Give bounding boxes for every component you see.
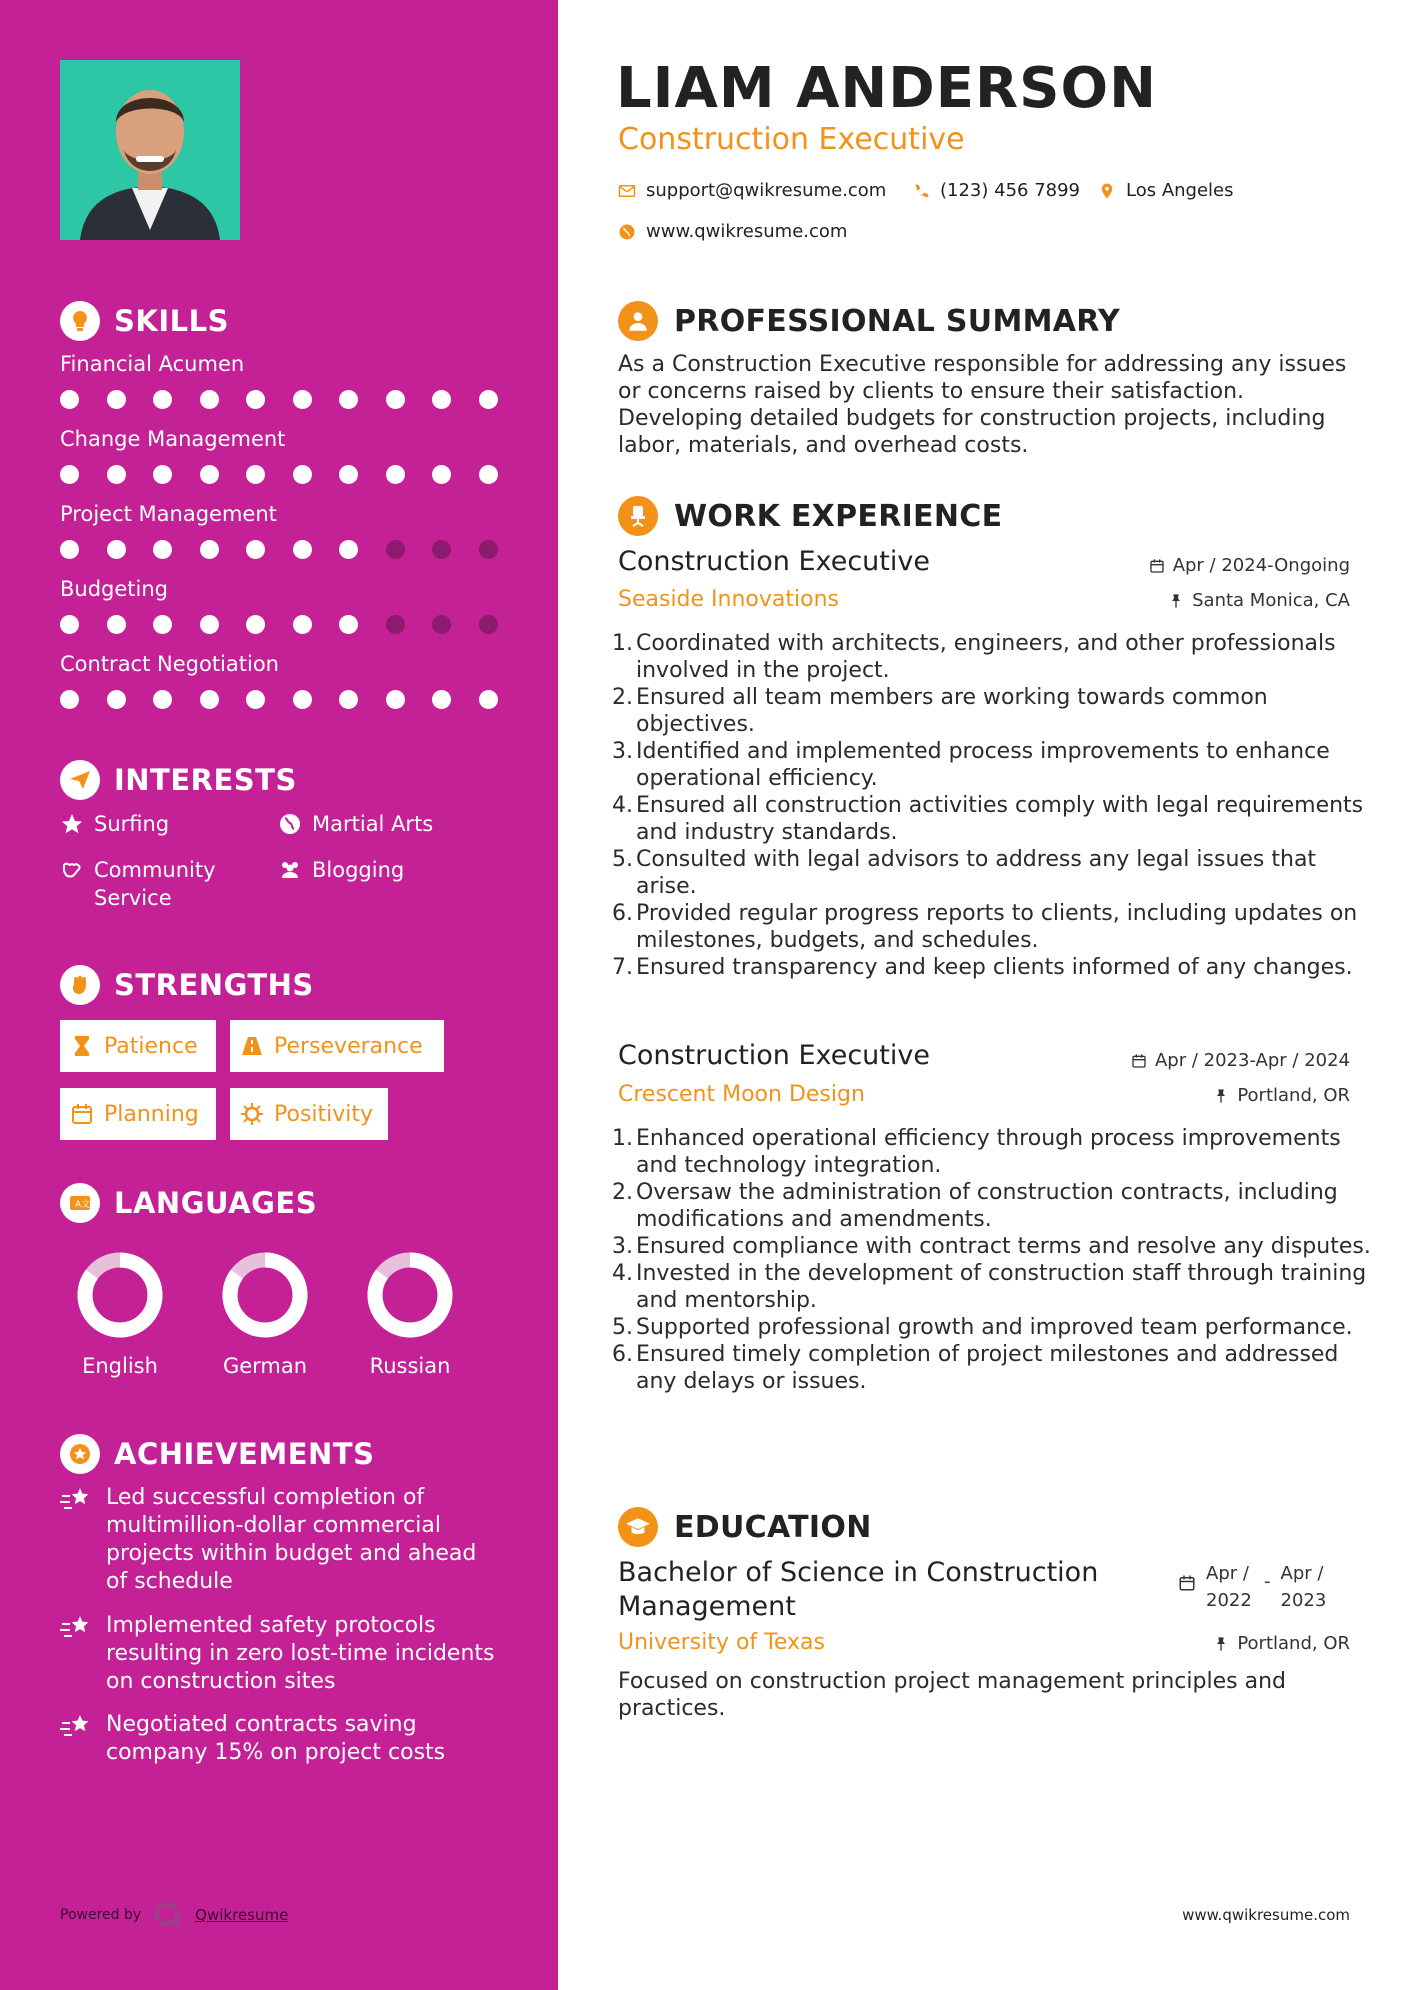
- summary-title: PROFESSIONAL SUMMARY: [674, 303, 1121, 339]
- user-icon: [618, 301, 658, 341]
- education-date-end: Apr / 2023: [1280, 1563, 1327, 1611]
- education-title: EDUCATION: [674, 1509, 872, 1545]
- strength-chip: [230, 1088, 388, 1140]
- summary-heading: [618, 301, 1120, 341]
- skills-title: SKILLS: [114, 304, 229, 338]
- skill-dot: [60, 390, 79, 409]
- skill-dot: [153, 390, 172, 409]
- strength-label: Perseverance: [274, 1033, 423, 1059]
- candidate-name: LIAM ANDERSON: [616, 56, 1157, 121]
- achievements-heading: [60, 1434, 374, 1474]
- language-item: [70, 1250, 170, 1378]
- strength-label: Patience: [104, 1033, 198, 1059]
- skill-dot: [339, 690, 358, 709]
- skill-dot: [246, 540, 265, 559]
- skill-dot: [432, 615, 451, 634]
- duty-item: Provided regular progress reports to clients, including updates on milestones, budgets, and schedules.: [636, 901, 1358, 953]
- duty-item: Ensured all construction activities comply with legal requirements and industry standards.: [636, 793, 1364, 845]
- interests-heading: [60, 760, 297, 800]
- paper-plane-icon: [60, 760, 100, 800]
- language-label: German: [222, 1354, 308, 1378]
- calendar-icon: [1149, 558, 1165, 574]
- language-gauge: [365, 1250, 455, 1340]
- skill-dot: [107, 690, 126, 709]
- main-column: [558, 0, 1407, 1990]
- globe-icon: [278, 812, 302, 836]
- strength-label: Planning: [104, 1101, 199, 1127]
- skill-dot: [293, 390, 312, 409]
- road-icon: [240, 1034, 264, 1058]
- achievements-title: ACHIEVEMENTS: [114, 1437, 375, 1471]
- skill-dot: [386, 390, 405, 409]
- strength-chip: [60, 1088, 216, 1140]
- shooting-star-icon: [60, 1713, 92, 1741]
- skills-heading: [60, 301, 229, 341]
- skill-dot: [153, 540, 172, 559]
- skill-dot: [153, 690, 172, 709]
- skill-dot: [246, 615, 265, 634]
- education-date-sep: -: [1264, 1571, 1271, 1592]
- job-dates-text: Apr / 2023-Apr / 2024: [1154, 1050, 1350, 1071]
- graduation-cap-icon: [618, 1507, 658, 1547]
- skill-dot: [60, 615, 79, 634]
- skill-dot: [60, 690, 79, 709]
- strengths-title: STRENGTHS: [114, 968, 314, 1002]
- achievement-item: [60, 1612, 500, 1696]
- globe-icon: [618, 223, 636, 241]
- skill-name: Project Management: [60, 502, 277, 526]
- job-location: [1213, 1085, 1350, 1106]
- contact-phone[interactable]: [912, 180, 1080, 201]
- summary-text: As a Construction Executive responsible for addressing any issues or concerns raised by clients to ensure their satisfaction. Developing detailed budgets for construction projects, including labor, materials, and overhead costs.: [618, 352, 1347, 458]
- skill-dot: [479, 540, 498, 559]
- duty-item: Consulted with legal advisors to address any legal issues that arise.: [636, 847, 1317, 899]
- skill-dot: [153, 615, 172, 634]
- duty-item: Enhanced operational efficiency through process improvements and technology integration.: [636, 1126, 1341, 1178]
- job-title: Construction Executive: [618, 1040, 930, 1071]
- skill-dot: [386, 540, 405, 559]
- skill-dot: [339, 390, 358, 409]
- envelope-icon: [618, 182, 636, 200]
- sidebar: [0, 0, 558, 1990]
- skill-dot: [107, 390, 126, 409]
- strengths-heading: [60, 965, 314, 1005]
- language-icon: [60, 1183, 100, 1223]
- profile-photo: [60, 60, 240, 240]
- skill-dot: [200, 390, 219, 409]
- location-text: Los Angeles: [1126, 180, 1234, 201]
- achievement-item: [60, 1711, 500, 1767]
- skill-rating: [60, 615, 525, 634]
- phone-icon: [912, 182, 930, 200]
- interest-item: [278, 856, 518, 884]
- skill-dot: [432, 690, 451, 709]
- languages-title: LANGUAGES: [114, 1186, 318, 1220]
- degree-title: Bachelor of Science in Construction Management: [618, 1557, 1099, 1622]
- education-location-text: Portland, OR: [1237, 1633, 1350, 1654]
- website-text: www.qwikresume.com: [646, 221, 848, 242]
- skill-rating: [60, 390, 525, 409]
- duty-item: Ensured timely completion of project milestones and addressed any delays or issues.: [636, 1342, 1339, 1394]
- office-chair-icon: [618, 496, 658, 536]
- language-item: [215, 1250, 315, 1378]
- duty-item: Ensured transparency and keep clients informed of any changes.: [636, 955, 1353, 980]
- fist-icon: [60, 965, 100, 1005]
- powered-by-link[interactable]: Qwikresume: [195, 1906, 289, 1924]
- education-heading: [618, 1507, 872, 1547]
- duty-item: Invested in the development of construction staff through training and mentorship.: [636, 1261, 1367, 1313]
- languages-heading: [60, 1183, 317, 1223]
- powered-by: [60, 1900, 288, 1930]
- skill-name: Contract Negotiation: [60, 652, 279, 676]
- education-location: [1213, 1633, 1350, 1654]
- skill-dot: [479, 615, 498, 634]
- interest-item: [60, 856, 260, 912]
- skill-dot: [479, 465, 498, 484]
- skill-dot: [293, 540, 312, 559]
- strength-label: Positivity: [274, 1101, 374, 1127]
- interest-item: [278, 810, 518, 838]
- shooting-star-icon: [60, 1614, 92, 1642]
- job-dates: [1131, 1050, 1350, 1071]
- achievement-text: Implemented safety protocols resulting in zero lost-time incidents on construction sites: [106, 1613, 495, 1694]
- skill-dot: [200, 615, 219, 634]
- users-icon: [278, 858, 302, 882]
- interest-label: Martial Arts: [312, 812, 434, 836]
- qwikresume-logo-icon: [153, 1900, 183, 1930]
- duty-item: Identified and implemented process improvements to enhance operational efficiency.: [636, 739, 1330, 791]
- skill-dot: [293, 615, 312, 634]
- job-dates-text: Apr / 2024-Ongoing: [1172, 555, 1350, 576]
- duty-item: Supported professional growth and improved team performance.: [636, 1315, 1353, 1340]
- achievement-item: [60, 1484, 500, 1596]
- experience-heading: [618, 496, 1002, 536]
- job-company: Seaside Innovations: [618, 587, 839, 612]
- skill-dot: [293, 690, 312, 709]
- achievement-text: Led successful completion of multimillion-dollar commercial projects within budget and ahead of schedule: [106, 1485, 477, 1594]
- calendar-icon: [1131, 1053, 1147, 1069]
- school-name: University of Texas: [618, 1630, 825, 1655]
- job-location-text: Santa Monica, CA: [1192, 590, 1350, 611]
- skill-dot: [432, 540, 451, 559]
- language-item: [360, 1250, 460, 1378]
- job-title: Construction Executive: [618, 546, 930, 577]
- contact-website[interactable]: [618, 221, 847, 242]
- skill-name: Change Management: [60, 427, 286, 451]
- duty-item: Oversaw the administration of construction contracts, including modifications and amendments.: [636, 1180, 1338, 1232]
- powered-by-label: Powered by: [60, 1907, 142, 1923]
- skill-dot: [60, 540, 79, 559]
- shooting-star-icon: [60, 1486, 92, 1514]
- svg-text:文: 文: [81, 1200, 91, 1210]
- skill-dot: [107, 465, 126, 484]
- interests-title: INTERESTS: [114, 763, 297, 797]
- skill-dot: [246, 465, 265, 484]
- lightbulb-icon: [60, 301, 100, 341]
- job-location: [1168, 590, 1350, 611]
- skill-dot: [432, 465, 451, 484]
- pushpin-icon: [1213, 1088, 1229, 1104]
- skill-dot: [386, 690, 405, 709]
- skill-dot: [339, 615, 358, 634]
- skill-dot: [293, 465, 312, 484]
- skill-dot: [107, 615, 126, 634]
- language-gauge: [220, 1250, 310, 1340]
- skill-rating: [60, 690, 525, 709]
- phone-text: (123) 456 7899: [940, 180, 1081, 201]
- skill-name: Budgeting: [60, 577, 169, 601]
- skill-dot: [386, 465, 405, 484]
- email-text: support@qwikresume.com: [646, 180, 887, 201]
- skill-dot: [339, 540, 358, 559]
- pushpin-icon: [1213, 1636, 1229, 1652]
- pushpin-icon: [1168, 593, 1184, 609]
- skill-dot: [107, 540, 126, 559]
- job-dates: [1149, 555, 1350, 576]
- language-label: English: [82, 1354, 158, 1378]
- achievement-text: Negotiated contracts saving company 15% on project costs: [106, 1712, 446, 1765]
- skill-dot: [479, 390, 498, 409]
- hourglass-icon: [70, 1034, 94, 1058]
- interest-label: Surfing: [94, 812, 170, 836]
- duty-item: Coordinated with architects, engineers, and other professionals involved in the project.: [636, 631, 1336, 683]
- skill-dot: [246, 390, 265, 409]
- job-duties: [618, 630, 1378, 981]
- skill-dot: [153, 465, 172, 484]
- education-text: Focused on construction project management principles and practices.: [618, 1669, 1286, 1721]
- job-location-text: Portland, OR: [1237, 1085, 1350, 1106]
- calendar-icon: [70, 1102, 94, 1126]
- job-duties: [618, 1125, 1378, 1395]
- interest-label: Community Service: [94, 858, 216, 910]
- sun-icon: [240, 1102, 264, 1126]
- education-dates: [1178, 1560, 1329, 1614]
- duty-item: Ensured all team members are working towards common objectives.: [636, 685, 1268, 737]
- calendar-icon: [1178, 1574, 1196, 1592]
- skill-dot: [200, 690, 219, 709]
- contact-email[interactable]: [618, 180, 886, 201]
- interest-label: Blogging: [312, 858, 405, 882]
- footer-url[interactable]: www.qwikresume.com: [1182, 1906, 1350, 1924]
- skill-dot: [60, 465, 79, 484]
- hand-icon: [60, 858, 84, 882]
- interest-item: [60, 810, 260, 838]
- skill-dot: [200, 540, 219, 559]
- duty-item: Ensured compliance with contract terms and resolve any disputes.: [636, 1234, 1371, 1259]
- strength-chip: [230, 1020, 444, 1072]
- education-date-start: Apr / 2022: [1206, 1563, 1252, 1611]
- skill-rating: [60, 540, 525, 559]
- medal-icon: [60, 1434, 100, 1474]
- skill-dot: [200, 465, 219, 484]
- skill-dot: [386, 615, 405, 634]
- map-pin-icon: [1098, 182, 1116, 200]
- contact-location: [1098, 180, 1234, 201]
- language-gauge: [75, 1250, 165, 1340]
- star-icon: [60, 812, 84, 836]
- strength-chip: [60, 1020, 216, 1072]
- svg-text:A: A: [75, 1200, 82, 1210]
- skill-dot: [246, 690, 265, 709]
- skill-name: Financial Acumen: [60, 352, 245, 376]
- skill-dot: [432, 390, 451, 409]
- candidate-role: Construction Executive: [618, 122, 965, 157]
- skill-dot: [479, 690, 498, 709]
- skill-dot: [339, 465, 358, 484]
- skill-rating: [60, 465, 525, 484]
- language-label: Russian: [369, 1354, 451, 1378]
- job-company: Crescent Moon Design: [618, 1082, 865, 1107]
- experience-title: WORK EXPERIENCE: [674, 498, 1003, 534]
